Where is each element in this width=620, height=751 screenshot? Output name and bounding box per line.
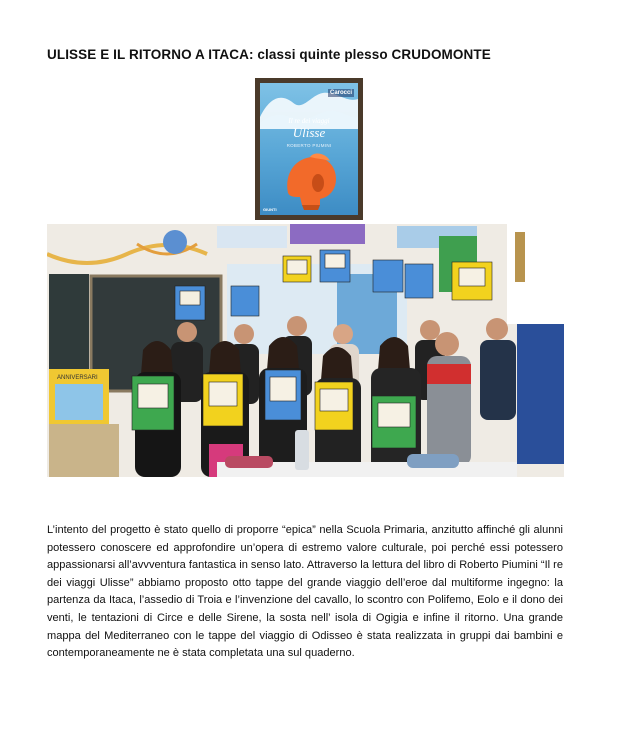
project-description-paragraph: L’intento del progetto è stato quello di proporre “epica” nella Scuola Primaria, anzitutto affinché gli alunni potessero conoscere ed approfondire un’opera di estremo valore culturale, poi perché essi potessero appassionarsi all’avvventura fantastica in senso lato. Attraverso la lettura del libro di Roberto Piumini “Il re dei viaggi Ulisse” abbiamo proposto otto tappe del grande viaggio dell’eroe dal multiforme ingegno: la partenza da Itaca, l’assedio di Troia e l’invenzione del cavallo, lo scontro con Polifemo, Eolo e il dono dei venti, le tentazioni di Circe e delle Sirene, la sosta nell’ isola di Ogigia e infine il ritorno. Una grande mappa del Mediterraneo con le tappe del viaggio di Odisseo è stata realizzata in gruppi dai bambini e contemporaneamente ne è stata completata una sul quaderno. [47,524,563,660]
wall-sign-text: ANNIVERSARI [57,375,98,381]
book-title: Ulisse [292,125,326,140]
book-cover-image [255,78,363,220]
helmet-illustration [280,153,340,211]
class-group-photo [47,224,564,477]
imprint-logo: GIUNTI [263,207,277,212]
book-subtitle: Il re dei viaggi [288,117,330,125]
document-title: ULISSE E IL RITORNO A ITACA: classi quinte plesso CRUDOMONTE [47,47,491,62]
book-author: ROBERTO PIUMINI [286,143,332,148]
publisher-logo: Carocci [329,90,352,96]
